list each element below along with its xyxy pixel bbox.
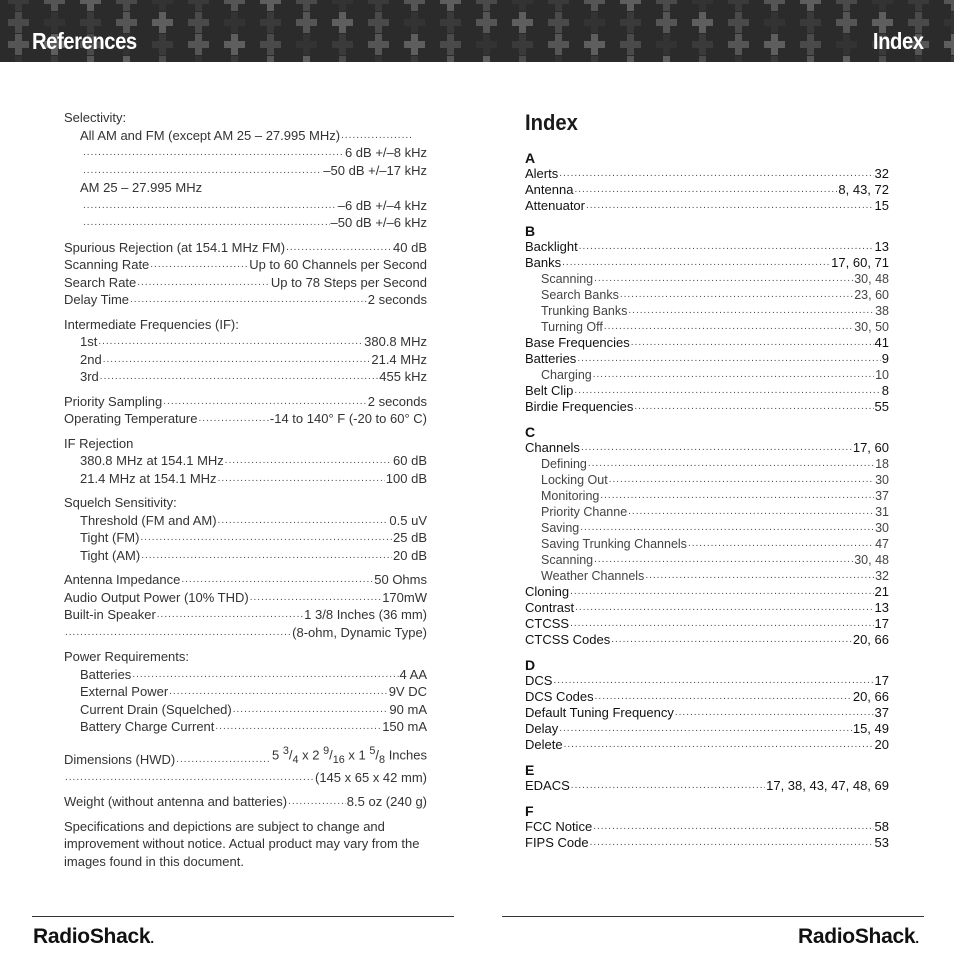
banner-cross-shape [8, 0, 29, 11]
spec-row: ..... (145 x 65 x 42 mm) [64, 769, 427, 787]
banner-cross-shape [584, 12, 605, 33]
banner-cross-shape [440, 12, 461, 33]
index-subentry: Saving ..... 30 [525, 520, 889, 536]
banner-cross-shape [800, 0, 821, 11]
banner-cross-shape [512, 34, 533, 55]
spec-row: Operating Temperature ..... -14 to 140° F (-20 to 60° C) [64, 410, 427, 428]
banner-cross-shape [476, 0, 497, 11]
spec-row: Weight (without antenna and batteries) ..... 8.5 oz (240 g) [64, 793, 427, 811]
index-entry: Birdie Frequencies ..... 55 [525, 399, 889, 415]
banner-cross-shape [296, 56, 317, 62]
banner-cross-shape [476, 12, 497, 33]
banner-cross-shape [872, 0, 893, 11]
index-letter-a: A [525, 150, 536, 166]
spec-row: Tight (FM) ..... 25 dB [64, 529, 427, 547]
spec-row: ..... 6 dB +/–8 kHz [64, 144, 427, 162]
banner-cross-shape [692, 56, 713, 62]
index-entry: DCS ..... 17 [525, 673, 889, 689]
index-subentry: Scanning ..... 30, 48 [525, 271, 889, 287]
radioshack-logo: RadioShack. [798, 925, 919, 948]
dimensions-value: 5 $^3/_4$ x 2 $^9/_{16}$ x 1 $^5/_8$ Inches [272, 744, 427, 766]
dimensions-group [64, 743, 427, 787]
squelch-heading: Squelch Sensitivity: [64, 495, 177, 510]
spec-row: Priority Sampling ..... 2 seconds [64, 393, 427, 411]
banner-cross-shape [8, 34, 29, 55]
spec-row: External Power ..... 9V DC [64, 683, 427, 701]
radioshack-logo: RadioShack. [33, 925, 154, 948]
banner-cross-shape [152, 12, 173, 33]
banner-cross-shape [800, 56, 821, 62]
banner-cross-shape [152, 34, 173, 55]
index-subentry: Priority Channe ..... 31 [525, 504, 889, 520]
index-entry: Banks ..... 17, 60, 71 [525, 255, 889, 271]
spec-row: Battery Charge Current ..... 150 mA [64, 718, 427, 736]
banner-cross-shape [188, 12, 209, 33]
banner-cross-shape [764, 12, 785, 33]
index-entry: Antenna ..... 8, 43, 72 [525, 182, 889, 198]
banner-cross-shape [188, 56, 209, 62]
index-entry: Delay ..... 15, 49 [525, 721, 889, 737]
banner-cross-shape [548, 12, 569, 33]
index-entry: CTCSS Codes ..... 20, 66 [525, 632, 889, 648]
banner-cross-shape [944, 0, 954, 11]
index-subentry: Charging ..... 10 [525, 367, 889, 383]
banner-cross-shape [800, 12, 821, 33]
banner-cross-shape [656, 0, 677, 11]
index-entry: EDACS ..... 17, 38, 43, 47, 48, 69 [525, 778, 889, 794]
spec-row: Dimensions (HWD) ..... 5 $^3/_4$ x 2 $^9/_{16}$ x 1 $^5/_8$ Inches [64, 743, 427, 769]
index-entry: FCC Notice ..... 58 [525, 819, 889, 835]
banner-cross-shape [224, 0, 245, 11]
banner-cross-shape [836, 34, 857, 55]
spec-row: All AM and FM (except AM 25 – 27.995 MHz) ..... [64, 127, 427, 145]
index-subentry: Search Banks ..... 23, 60 [525, 287, 889, 303]
index-subentry: Turning Off ..... 30, 50 [525, 319, 889, 335]
power-heading: Power Requirements: [64, 649, 189, 664]
banner-cross-shape [836, 56, 857, 62]
banner-cross-shape [800, 34, 821, 55]
selectivity-group [64, 109, 427, 232]
banner-cross-shape [368, 0, 389, 11]
index-subentry: Locking Out ..... 30 [525, 472, 889, 488]
banner-cross-shape [404, 0, 425, 11]
index-list [525, 150, 889, 851]
banner-cross-shape [656, 12, 677, 33]
banner-cross-shape [548, 56, 569, 62]
index-letter-b: B [525, 223, 536, 239]
banner-cross-shape [620, 34, 641, 55]
spec-row: Spurious Rejection (at 154.1 MHz FM) ..... 40 dB [64, 239, 427, 257]
index-entry: Delete ..... 20 [525, 737, 889, 753]
banner-cross-shape [116, 56, 137, 62]
banner-cross-shape [404, 56, 425, 62]
banner-cross-shape [152, 56, 173, 62]
if-rejection-heading: IF Rejection [64, 435, 134, 451]
banner-cross-shape [332, 12, 353, 33]
banner-cross-shape [44, 0, 65, 11]
banner-cross-shape [836, 12, 857, 33]
index-letter-d: D [525, 657, 536, 673]
banner-cross-shape [908, 0, 929, 11]
banner-cross-shape [728, 0, 749, 11]
if-rejection-group [64, 435, 427, 488]
banner-cross-shape [656, 34, 677, 55]
banner-cross-pattern [0, 0, 954, 62]
banner-cross-shape [8, 56, 29, 62]
index-entry: FIPS Code ..... 53 [525, 835, 889, 851]
banner-cross-shape [116, 0, 137, 11]
banner-cross-shape [476, 56, 497, 62]
spec-row: ..... –50 dB +/–17 kHz [64, 162, 427, 180]
squelch-group [64, 494, 427, 564]
banner-cross-shape [548, 34, 569, 55]
index-entry: Backlight ..... 13 [525, 239, 889, 255]
index-entry: Base Frequencies ..... 41 [525, 335, 889, 351]
banner-cross-shape [764, 34, 785, 55]
banner-cross-shape [260, 0, 281, 11]
banner-cross-shape [728, 12, 749, 33]
banner-cross-shape [440, 34, 461, 55]
banner-cross-shape [80, 0, 101, 11]
banner-cross-shape [764, 56, 785, 62]
spec-row: 380.8 MHz at 154.1 MHz ..... 60 dB [64, 452, 427, 470]
spec-row: ..... –6 dB +/–4 kHz [64, 197, 427, 215]
banner-cross-shape [260, 12, 281, 33]
index-subentry: Monitoring ..... 37 [525, 488, 889, 504]
banner-cross-shape [188, 0, 209, 11]
spec-row: 21.4 MHz at 154.1 MHz ..... 100 dB [64, 470, 427, 488]
spec-row: Audio Output Power (10% THD) ..... 170mW [64, 589, 427, 607]
banner-cross-shape [764, 0, 785, 11]
banner-cross-shape [512, 0, 533, 11]
banner-cross-shape [260, 34, 281, 55]
banner-cross-shape [584, 0, 605, 11]
banner-cross-shape [872, 56, 893, 62]
if-heading: Intermediate Frequencies (IF): [64, 316, 239, 332]
index-entry: Alerts ..... 32 [525, 166, 889, 182]
index-heading: Index [525, 110, 578, 135]
section-title-references: References [32, 28, 137, 54]
priority-group [64, 393, 427, 428]
banner-cross-shape [728, 34, 749, 55]
banner-cross-shape [692, 12, 713, 33]
banner-cross-shape [368, 56, 389, 62]
disclaimer-text: Specifications and depictions are subject to change and improvement without notice. Actual product may vary from the images found in this document. [64, 818, 420, 869]
banner-cross-shape [368, 34, 389, 55]
banner-cross-shape [512, 56, 533, 62]
banner-cross-shape [332, 34, 353, 55]
spec-row: AM 25 – 27.995 MHz [80, 180, 203, 195]
index-entry: Belt Clip ..... 8 [525, 383, 889, 399]
spec-row: 1st ..... 380.8 MHz [64, 333, 427, 351]
spec-row: Batteries ..... 4 AA [64, 666, 427, 684]
banner-cross-shape [620, 56, 641, 62]
spec-row: ..... (8-ohm, Dynamic Type) [64, 624, 427, 642]
index-subentry: Saving Trunking Channels ..... 47 [525, 536, 889, 552]
banner-cross-shape [80, 56, 101, 62]
banner-cross-shape [260, 56, 281, 62]
banner-cross-shape [152, 0, 173, 11]
footer-rule-right [502, 916, 924, 917]
banner-cross-shape [332, 0, 353, 11]
spec-row: Scanning Rate ..... Up to 60 Channels per Second [64, 256, 427, 274]
index-entry: Contrast ..... 13 [525, 600, 889, 616]
banner-cross-shape [548, 0, 569, 11]
spec-row: Threshold (FM and AM) ..... 0.5 uV [64, 512, 427, 530]
index-subentry: Scanning ..... 30, 48 [525, 552, 889, 568]
banner-cross-shape [620, 0, 641, 11]
index-entry: Attenuator ..... 15 [525, 198, 889, 214]
banner-cross-shape [332, 56, 353, 62]
banner-cross-shape [476, 34, 497, 55]
banner-cross-shape [224, 34, 245, 55]
spec-row: Current Drain (Squelched) ..... 90 mA [64, 701, 427, 719]
banner-cross-shape [44, 56, 65, 62]
banner-cross-shape [404, 12, 425, 33]
banner-cross-shape [8, 12, 29, 33]
banner-cross-shape [224, 56, 245, 62]
banner-cross-shape [296, 12, 317, 33]
banner-cross-shape [224, 12, 245, 33]
spec-row: 2nd ..... 21.4 MHz [64, 351, 427, 369]
banner-cross-shape [728, 56, 749, 62]
index-entry: CTCSS ..... 17 [525, 616, 889, 632]
index-subentry: Trunking Banks ..... 38 [525, 303, 889, 319]
banner-cross-shape [692, 34, 713, 55]
banner-cross-shape [296, 34, 317, 55]
power-group [64, 648, 427, 736]
banner-cross-shape [620, 12, 641, 33]
banner-cross-shape [584, 34, 605, 55]
banner-cross-shape [944, 12, 954, 33]
general-specs-group [64, 239, 427, 309]
spec-row: Delay Time ..... 2 seconds [64, 291, 427, 309]
banner-cross-shape [944, 34, 954, 55]
index-letter-f: F [525, 803, 534, 819]
weight-group [64, 793, 427, 811]
spec-row: Search Rate ..... Up to 78 Steps per Second [64, 274, 427, 292]
selectivity-heading: Selectivity: [64, 110, 127, 125]
index-entry: DCS Codes ..... 20, 66 [525, 689, 889, 705]
banner-cross-shape [908, 56, 929, 62]
section-title-index: Index [873, 28, 924, 54]
spec-row: Built-in Speaker ..... 1 3/8 Inches (36 mm) [64, 606, 427, 624]
banner-cross-shape [512, 12, 533, 33]
spec-row: 3rd ..... 455 kHz [64, 368, 427, 386]
banner-cross-shape [188, 34, 209, 55]
banner-cross-shape [404, 34, 425, 55]
index-subentry: Weather Channels ..... 32 [525, 568, 889, 584]
index-subentry: Defining ..... 18 [525, 456, 889, 472]
specifications-column [64, 109, 427, 877]
banner-cross-shape [692, 0, 713, 11]
spec-row: ..... –50 dB +/–6 kHz [64, 214, 427, 232]
banner-cross-shape [440, 0, 461, 11]
index-entry: Cloning ..... 21 [525, 584, 889, 600]
if-group [64, 316, 427, 386]
index-entry: Default Tuning Frequency ..... 37 [525, 705, 889, 721]
spec-row: Tight (AM) ..... 20 dB [64, 547, 427, 565]
banner-cross-shape [656, 56, 677, 62]
footer-rule-left [32, 916, 454, 917]
index-entry: Channels ..... 17, 60 [525, 440, 889, 456]
header-banner [0, 0, 954, 62]
banner-cross-shape [368, 12, 389, 33]
index-entry: Batteries ..... 9 [525, 351, 889, 367]
banner-cross-shape [296, 0, 317, 11]
banner-cross-shape [944, 56, 954, 62]
banner-cross-shape [836, 0, 857, 11]
index-letter-e: E [525, 762, 535, 778]
spec-row: Antenna Impedance ..... 50 Ohms [64, 571, 427, 589]
index-letter-c: C [525, 424, 536, 440]
audio-group [64, 571, 427, 641]
banner-cross-shape [584, 56, 605, 62]
banner-cross-shape [440, 56, 461, 62]
